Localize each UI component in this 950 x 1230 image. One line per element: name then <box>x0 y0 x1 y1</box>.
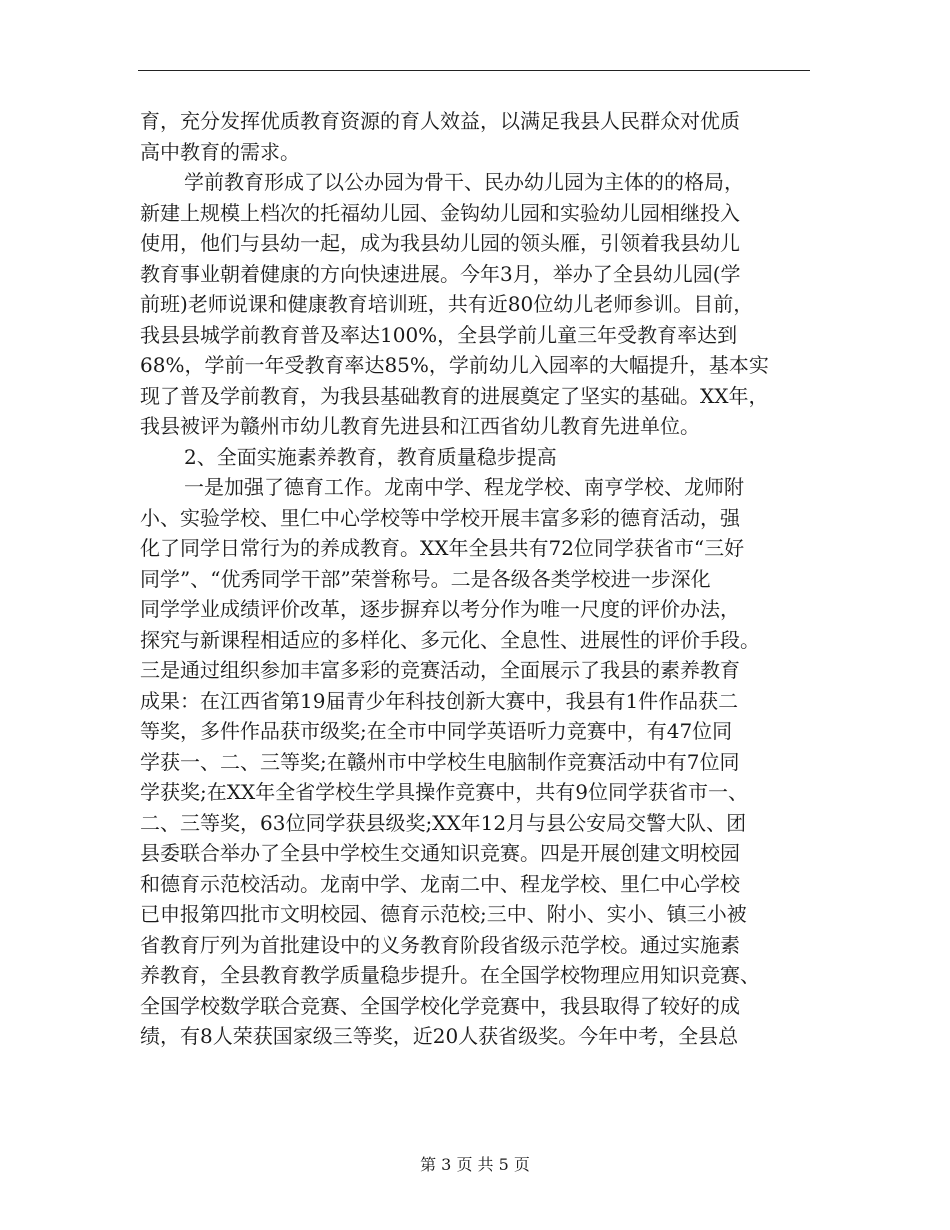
text-line: 现了普及学前教育，为我县基础教育的进展奠定了坚实的基础。XX年， <box>140 383 769 408</box>
text-line: 县委联合举办了全县中学校生交通知识竞赛。四是开展创建文明校园 <box>140 841 740 865</box>
text-line: 学获奖;在XX年全省学校生学具操作竞赛中，共有9位同学获省市一、 <box>140 780 748 804</box>
document-body <box>140 106 820 1052</box>
text-line: 68%，学前一年受教育率达85%，学前幼儿入园率的大幅提升，基本实 <box>140 353 769 377</box>
text-line: 等奖，多件作品获市级奖;在全市中同学英语听力竞赛中，有47位同 <box>140 719 733 743</box>
text-line: 成果：在江西省第19届青少年科技创新大赛中，我县有1件作品获二 <box>140 688 739 713</box>
text-line: 我县被评为赣州市幼儿教育先进县和江西省幼儿教育先进单位。 <box>140 414 700 438</box>
text-line: 三是通过组织参加丰富多彩的竞赛活动，全面展示了我县的素养教育 <box>140 658 740 682</box>
text-line: 绩，有8人荣获国家级三等奖，近20人获省级奖。今年中考，全县总 <box>140 1024 739 1048</box>
text-line: 新建上规模上档次的托福幼儿园、金钩幼儿园和实验幼儿园相继投入 <box>140 200 740 225</box>
page-number: 第 3 页 共 5 页 <box>420 1155 530 1174</box>
text-line: 我县县城学前教育普及率达100%，全县学前儿童三年受教育率达到 <box>140 322 738 347</box>
text-line: 省教育厅列为首批建设中的义务教育阶段省级示范学校。通过实施素 <box>140 932 740 957</box>
text-line: 前班)老师说课和健康教育培训班，共有近80位幼儿老师参训。目前， <box>140 292 754 316</box>
text-line: 一是加强了德育工作。龙南中学、程龙学校、南亨学校、龙师附 <box>184 475 744 499</box>
text-line: 学获一、二、三等奖;在赣州市中学校生电脑制作竞赛活动中有7位同 <box>140 749 740 774</box>
text-line: 同学学业成绩评价改革，逐步摒弃以考分作为唯一尺度的评价办法， <box>140 597 740 621</box>
text-line: 育，充分发挥优质教育资源的育人效益，以满足我县人民群众对优质 <box>140 109 740 133</box>
text-line: 高中教育的需求。 <box>140 139 300 164</box>
text-line: 教育事业朝着健康的方向快速进展。今年3月，举办了全县幼儿园(学 <box>140 261 741 286</box>
text-line: 已申报第四批市文明校园、德育示范校;三中、附小、实小、镇三小被 <box>140 902 747 926</box>
text-line: 使用，他们与县幼一起，成为我县幼儿园的领头雁，引领着我县幼儿 <box>140 231 740 255</box>
text-line: 同学”、“优秀同学干部”荣誉称号。二是各级各类学校进一步深化 <box>140 566 711 591</box>
text-line: 学前教育形成了以公办园为骨干、民办幼儿园为主体的的格局， <box>184 170 744 194</box>
text-line: 二、三等奖，63位同学获县级奖;XX年12月与县公安局交警大队、团 <box>140 810 747 835</box>
text-line: 养教育，全县教育教学质量稳步提升。在全国学校物理应用知识竞赛、 <box>140 963 760 987</box>
text-line: 小、实验学校、里仁中心学校等中学校开展丰富多彩的德育活动，强 <box>140 505 740 530</box>
text-line: 化了同学日常行为的养成教育。XX年全县共有72位同学获省市“三好 <box>140 536 745 560</box>
header-rule <box>138 70 810 71</box>
text-line: 全国学校数学联合竞赛、全国学校化学竞赛中，我县取得了较好的成 <box>140 993 740 1018</box>
text-line: 和德育示范校活动。龙南中学、龙南二中、程龙学校、里仁中心学校 <box>140 871 740 896</box>
text-line: 探究与新课程相适应的多样化、多元化、全息性、进展性的评价手段。 <box>140 627 760 652</box>
text-line: 2、全面实施素养教育，教育质量稳步提高 <box>184 444 557 469</box>
